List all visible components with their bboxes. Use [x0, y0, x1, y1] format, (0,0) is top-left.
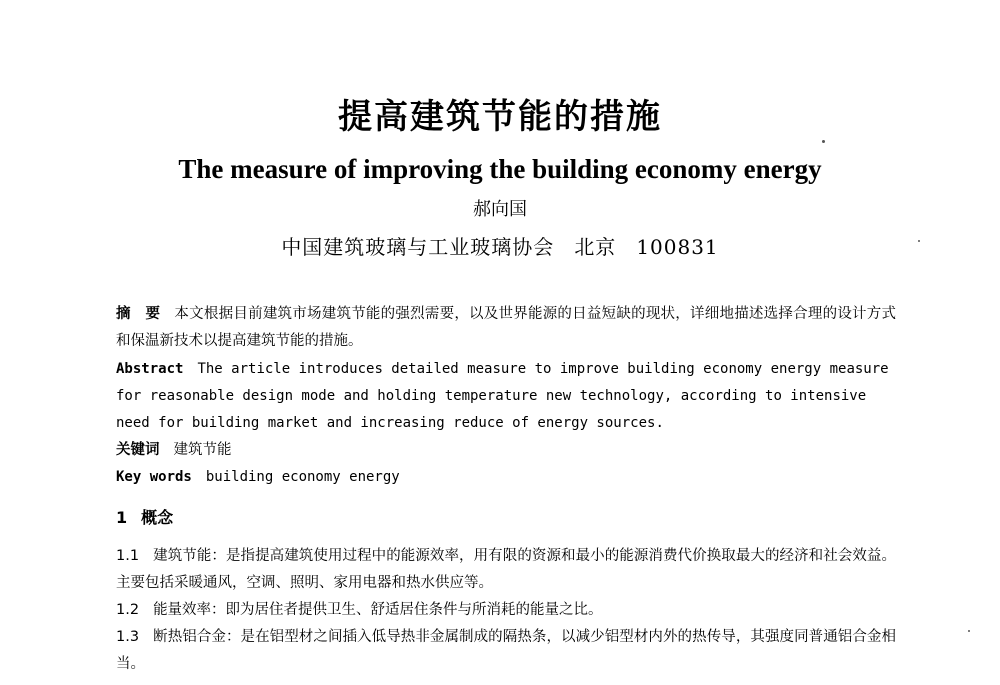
abstract-en-label: Abstract: [116, 361, 184, 377]
title-chinese: 提高建筑节能的措施: [338, 97, 662, 137]
keywords-chinese: [116, 437, 896, 464]
abstract-chinese: [116, 301, 896, 355]
section-1-number: 1: [116, 508, 128, 527]
keywords-cn-label: 关键词: [116, 442, 160, 458]
title-english: The measure of improving the building economy energy: [178, 154, 822, 184]
abstract-english: [116, 356, 896, 437]
author: 郝向国: [473, 199, 527, 220]
item-1-number: 1.1: [116, 548, 140, 564]
section-1-item-1: [116, 543, 896, 597]
keywords-en-text: building economy energy: [205, 469, 400, 485]
scan-speck: [822, 140, 825, 143]
item-2-text: 能量效率：即为居住者提供卫生、舒适居住条件与所消耗的能量之比。: [153, 602, 603, 618]
item-3-number: 1.3: [116, 629, 140, 645]
scan-speck: [918, 240, 920, 242]
affiliation-city: 北京: [574, 235, 617, 259]
affiliation-postcode: 100831: [636, 235, 719, 259]
item-3-text: 断热铝合金：是在铝型材之间插入低导热非金属制成的隔热条，以减少铝型材内外的热传导，其强度同普通铝合金相当。: [116, 629, 896, 672]
abstract-en-text: The article introduces detailed measure to improve building economy energy measure for reasonable design mode and holding temperature new technology, according to intensive need for building market and increasing reduce of energy sources.: [116, 361, 889, 431]
keywords-en-label: Key words: [116, 469, 192, 485]
section-1-title: 概念: [141, 508, 174, 527]
scan-speck: [968, 630, 970, 632]
abstract-cn-text: 本文根据目前建筑市场建筑节能的强烈需要，以及世界能源的日益短缺的现状，详细地描述选择合理的设计方式和保温新技术以提高建筑节能的措施。: [116, 306, 897, 349]
keywords-english: [116, 464, 896, 491]
abstract-cn-label: 摘 要: [116, 306, 161, 322]
keywords-cn-text: 建筑节能: [173, 442, 232, 458]
section-1-item-2: [116, 597, 896, 624]
affiliation-org: 中国建筑玻璃与工业玻璃协会: [281, 235, 555, 259]
affiliation: [0, 232, 1000, 262]
item-2-number: 1.2: [116, 602, 140, 618]
section-1-item-3: [116, 624, 896, 678]
item-1-text: 建筑节能：是指提高建筑使用过程中的能源效率，用有限的资源和最小的能源消费代价换取最大的经济和社会效益。主要包括采暖通风，空调、照明、家用电器和热水供应等。: [116, 548, 896, 591]
section-1-heading: [116, 504, 173, 532]
